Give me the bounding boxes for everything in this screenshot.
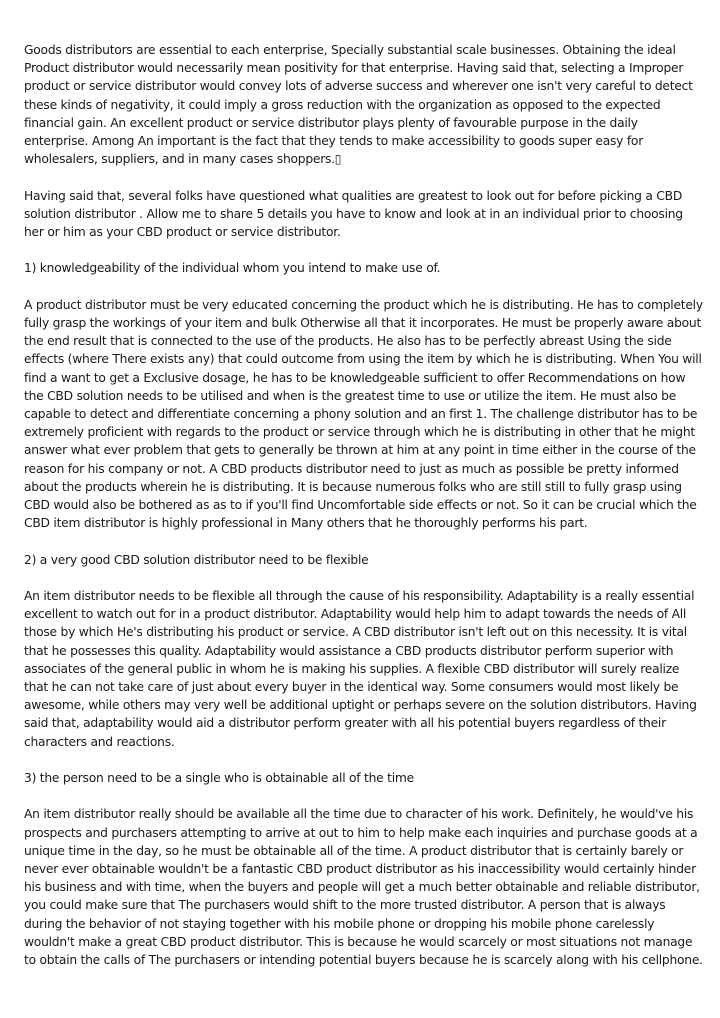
heading-point-3: 3) the person need to be a single who is obtainable all of the time (24, 771, 414, 786)
heading-point-2: 2) a very good CBD solution distributor need to be flexible (24, 552, 369, 567)
paragraph-qualities-intro: Having said that, several folks have questioned what qualities are greatest to look out for before picking a CBD solution distributor . Allow me to share 5 details you have to know and look at in an individual prior to choosing her or him as your CBD product or service distributor. (24, 188, 683, 240)
heading-point-1: 1) knowledgeability of the individual whom you intend to make use of. (24, 261, 441, 276)
paragraph-point-3: An item distributor really should be available all the time due to character of his work. Definitely, he would've his prospects and purchasers attempting to arrive at out to him to help make each inquiries and purchase goods at a unique time in the day, so he must be obtainable all of the time. A product distributor that is certainly barely or never ever obtainable wouldn't be a fantastic CBD product distributor as his inaccessibility would certainly hinder his business and with time, when the buyers and people will get a much better obtainable and reliable distributor, you could make sure that The purchasers would shift to the more trusted distributor. A person that is always during the behavior of not staying together with his mobile phone or dropping his mobile phone carelessly wouldn't make a great CBD product distributor. This is because he would scarcely or most situations not manage to obtain the calls of The purchasers or intending potential buyers because he is scarcely along with his cellphone. (24, 807, 703, 968)
paragraph-point-1: A product distributor must be very educated concerning the product which he is distributing. He has to completely fully grasp the workings of your item and bulk Otherwise all that it incorporates. He must be properly aware about the end result that is connected to the use of the products. He also has to be perfectly abreast Using the side effects (where There exists any) that could outcome from using the item by which he is distributing. When You will find a want to get a Exclusive dosage, he has to be knowledgeable sufficient to offer Recommendations on how the CBD solution needs to be utilised and when is the greatest time to use or utilize the item. He must also be capable to detect and differentiate concerning a phony solution and an first 1. The challenge distributor has to be extremely proficient with regards to the product or service through which he is distributing in other that he might answer what ever problem that gets to generally be thrown at him at any point in time either in the course of the reason for his company or not. A CBD products distributor need to just as much as possible be pretty informed about the products wherein he is distributing. It is because numerous folks who are still still to fully grasp using CBD would also be bothered as as to if you'll find Uncomfortable side effects or not. So it can be crucial which the CBD item distributor is highly professional in Many others that he thoroughly performs his part. (24, 297, 703, 531)
document-body (24, 41, 704, 987)
paragraph-point-2: An item distributor needs to be flexible all through the cause of his responsibility. Adaptability is a really essential excellent to watch out for in a product distributor. Adaptability would help him to adapt towards the needs of All those by which He's distributing his product or service. A CBD distributor isn't left out on this necessity. It is vital that he possesses this quality. Adaptability would assistance a CBD products distributor perform superior with associates of the general public in whom he is making his supplies. A flexible CBD distributor will surely realize that he can not take care of just about every buyer in the identical way. Some consumers would most likely be awesome, while others may very well be additional uptight or perhaps severe on the solution distributors. Having said that, adaptability would aid a distributor perform greater with all his potential buyers regardless of their characters and reactions. (24, 589, 697, 749)
paragraph-intro: Goods distributors are essential to each enterprise, Specially substantial scale businesses. Obtaining the ideal Product distributor would necessarily mean positivity for that enterprise. Having said that, selecting a Improper product or service distributor would convey lots of adverse success and wherever one isn't very careful to detect these kinds of negativity, it could imply a gross reduction with the organization as opposed to the expected financial gain. An excellent product or service distributor plays plenty of favourable purpose in the daily enterprise. Among An important is the fact that they tends to make accessibility to goods super easy for wholesalers, suppliers, and in many cases shoppers.▯ (24, 43, 693, 167)
